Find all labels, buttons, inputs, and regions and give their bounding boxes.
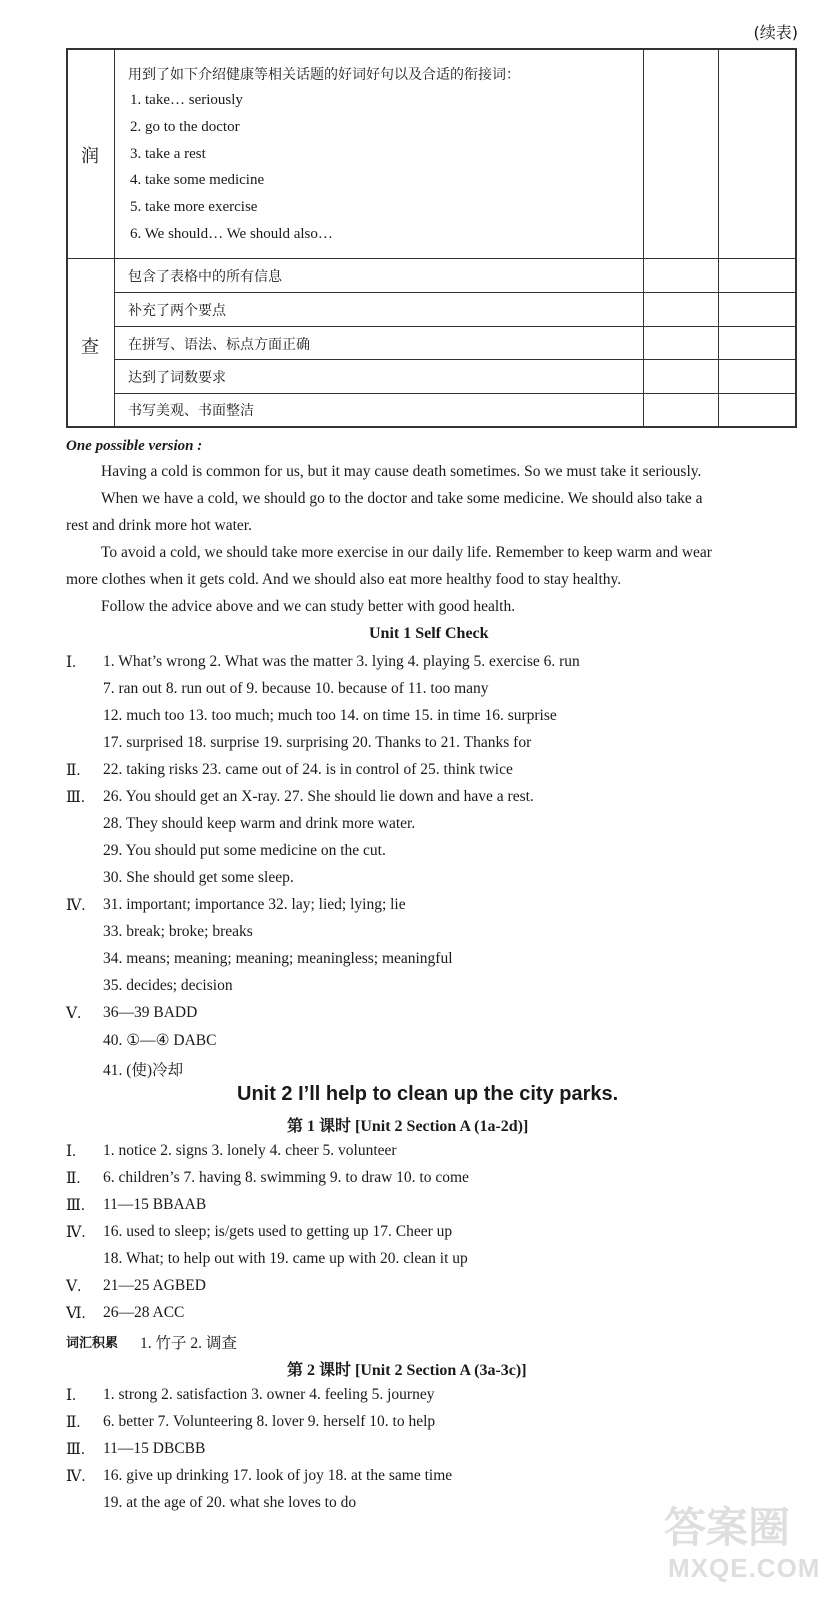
rubric-table	[66, 48, 797, 428]
answer-number: Ⅰ.	[66, 1143, 76, 1160]
polish-item: 1. take… seriously	[130, 92, 243, 108]
answer-line: 21—25 AGBED	[103, 1277, 206, 1294]
polish-item: 2. go to the doctor	[130, 119, 240, 135]
answer-number: Ⅰ.	[66, 1387, 76, 1404]
answer-number: Ⅱ.	[66, 762, 81, 779]
answer-line: 34. means; meaning; meaning; meaningless; meaningful	[103, 950, 453, 967]
check-row: 在拼写、语法、标点方面正确	[128, 337, 310, 353]
answer-line: 40. ①—④ DABC	[103, 1032, 217, 1049]
answer-line: 6. children’s 7. having 8. swimming 9. to draw 10. to come	[103, 1169, 469, 1186]
answer-line: 22. taking risks 23. came out of 24. is in control of 25. think twice	[103, 761, 513, 778]
polish-item: 5. take more exercise	[130, 199, 258, 215]
answer-line: 1. What’s wrong 2. What was the matter 3. lying 4. playing 5. exercise 6. run	[103, 653, 580, 670]
answer-line: 7. ran out 8. run out of 9. because 10. because of 11. too many	[103, 680, 489, 697]
section-label-check: 查	[81, 337, 99, 358]
answer-line: 36—39 BADD	[103, 1004, 198, 1021]
essay-line: more clothes when it gets cold. And we should also eat more healthy food to stay healthy.	[66, 571, 622, 588]
watermark-text-top: 答案圈	[664, 1503, 791, 1552]
check-row: 书写美观、书面整洁	[128, 403, 254, 419]
essay-line: When we have a cold, we should go to the doctor and take some medicine. We should also take a	[101, 490, 703, 507]
answer-number: Ⅱ.	[66, 1170, 81, 1187]
watermark-logo	[646, 1495, 826, 1590]
answer-line: 18. What; to help out with 19. came up with 20. clean it up	[103, 1250, 468, 1267]
answer-line: 35. decides; decision	[103, 977, 233, 994]
essay-line: Having a cold is common for us, but it may cause death sometimes. So we must take it seriously.	[101, 463, 702, 480]
answer-line: 12. much too 13. too much; much too 14. on time 15. in time 16. surprise	[103, 707, 557, 724]
answer-line: 26. You should get an X-ray. 27. She should lie down and have a rest.	[103, 788, 534, 805]
polish-intro: 用到了如下介绍健康等相关话题的好词好句以及合适的衔接词：	[128, 67, 520, 83]
answer-number: Ⅵ.	[66, 1305, 86, 1322]
answer-line: 11—15 DBCBB	[103, 1440, 206, 1457]
answer-number: Ⅴ.	[66, 1005, 82, 1022]
answer-number: Ⅳ.	[66, 1468, 86, 1485]
continued-label: (续表)	[753, 23, 798, 42]
unit2-title: Unit 2 I’ll help to clean up the city parks.	[237, 1083, 619, 1105]
polish-item: 6. We should… We should also…	[130, 226, 333, 242]
polish-item: 4. take some medicine	[130, 172, 265, 188]
answer-line: 16. give up drinking 17. look of joy 18. at the same time	[103, 1467, 453, 1484]
answer-number: Ⅳ.	[66, 897, 86, 914]
essay-line: Follow the advice above and we can study better with good health.	[101, 598, 516, 615]
answer-number: Ⅲ.	[66, 789, 85, 806]
answer-line: 28. They should keep warm and drink more water.	[103, 815, 416, 832]
answer-line: 19. at the age of 20. what she loves to do	[103, 1494, 357, 1511]
section-label-polish: 润	[81, 146, 99, 167]
answer-line: 30. She should get some sleep.	[103, 869, 294, 886]
lesson2-title: 第 2 课时 [Unit 2 Section A (3a-3c)]	[287, 1362, 527, 1379]
answer-line: 1. strong 2. satisfaction 3. owner 4. feeling 5. journey	[103, 1386, 435, 1403]
answer-number: Ⅲ.	[66, 1197, 85, 1214]
vocab-label: 词汇积累	[66, 1336, 119, 1351]
answer-line: 17. surprised 18. surprise 19. surprising 20. Thanks to 21. Thanks for	[103, 734, 532, 751]
answer-line: 41. (使)冷却	[103, 1062, 184, 1079]
answer-line: 11—15 BBAAB	[103, 1196, 207, 1213]
polish-item: 3. take a rest	[130, 146, 206, 162]
answer-line: 6. better 7. Volunteering 8. lover 9. herself 10. to help	[103, 1413, 436, 1430]
answer-line: 33. break; broke; breaks	[103, 923, 253, 940]
essay-line: To avoid a cold, we should take more exercise in our daily life. Remember to keep warm and wear	[101, 544, 712, 561]
version-label: One possible version :	[66, 438, 203, 454]
self-check-title: Unit 1 Self Check	[369, 625, 489, 642]
check-row: 达到了词数要求	[128, 370, 226, 386]
watermark-text-bottom: MXQE.COM	[668, 1553, 821, 1583]
check-row: 包含了表格中的所有信息	[128, 269, 282, 285]
vocab-text: 1. 竹子 2. 调查	[140, 1335, 237, 1352]
answer-line: 16. used to sleep; is/gets used to getting up 17. Cheer up	[103, 1223, 453, 1240]
lesson1-title: 第 1 课时 [Unit 2 Section A (1a-2d)]	[287, 1118, 529, 1135]
answer-number: Ⅴ.	[66, 1278, 82, 1295]
answer-number: Ⅰ.	[66, 654, 76, 671]
answer-number: Ⅲ.	[66, 1441, 85, 1458]
answer-number: Ⅳ.	[66, 1224, 86, 1241]
answer-line: 1. notice 2. signs 3. lonely 4. cheer 5. volunteer	[103, 1142, 397, 1159]
check-row: 补充了两个要点	[128, 303, 226, 319]
answer-number: Ⅱ.	[66, 1414, 81, 1431]
essay-line: rest and drink more hot water.	[66, 517, 252, 534]
answer-line: 29. You should put some medicine on the cut.	[103, 842, 386, 859]
answer-line: 26—28 ACC	[103, 1304, 185, 1321]
answer-line: 31. important; importance 32. lay; lied; lying; lie	[103, 896, 406, 913]
